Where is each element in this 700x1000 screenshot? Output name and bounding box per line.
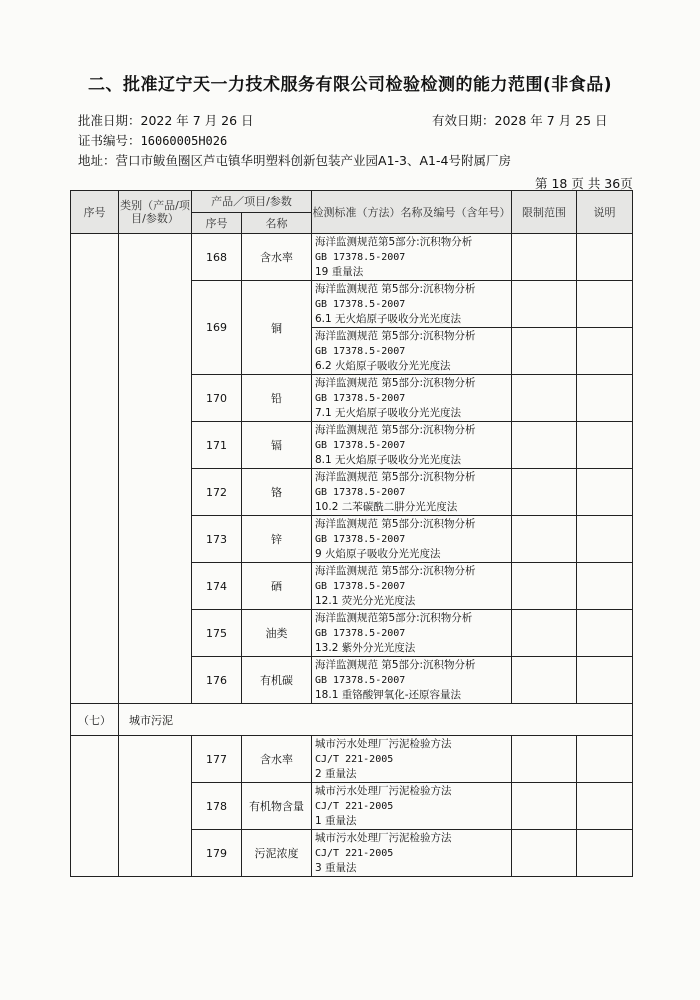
standard-cell bbox=[312, 830, 512, 877]
section-name: 城市污泥 bbox=[119, 704, 633, 736]
section-row bbox=[71, 704, 633, 736]
header-group: 产品／项目/参数 bbox=[192, 191, 312, 213]
standard-code: GB 17378.5-2007 bbox=[315, 533, 406, 545]
header-category: 类别（产品/项目/参数） bbox=[119, 191, 192, 234]
standard-method: 19 重量法 bbox=[315, 265, 364, 278]
standard-code: GB 17378.5-2007 bbox=[315, 486, 406, 498]
standard-code: GB 17378.5-2007 bbox=[315, 439, 406, 451]
standard-cell bbox=[312, 375, 512, 422]
standard-method: 6.2 火焰原子吸收分光光度法 bbox=[315, 359, 451, 372]
limit-cell bbox=[512, 830, 577, 877]
item-name: 铬 bbox=[242, 469, 312, 516]
item-name: 镉 bbox=[242, 422, 312, 469]
note-cell bbox=[577, 469, 633, 516]
standard-cell bbox=[312, 281, 512, 328]
standard-cell bbox=[312, 783, 512, 830]
category-name-cell bbox=[119, 234, 192, 704]
standard-cell bbox=[312, 234, 512, 281]
item-name: 油类 bbox=[242, 610, 312, 657]
category-name-cell bbox=[119, 736, 192, 877]
standard-code: GB 17378.5-2007 bbox=[315, 627, 406, 639]
standard-method: 18.1 重铬酸钾氧化-还原容量法 bbox=[315, 688, 462, 701]
capability-table bbox=[70, 190, 633, 877]
header-standard: 检测标准（方法）名称及编号（含年号） bbox=[312, 191, 512, 234]
header-limit: 限制范围 bbox=[512, 191, 577, 234]
limit-cell bbox=[512, 563, 577, 610]
standard-code: CJ/T 221-2005 bbox=[315, 753, 394, 765]
limit-cell bbox=[512, 610, 577, 657]
note-cell bbox=[577, 657, 633, 704]
item-name: 含水率 bbox=[242, 736, 312, 783]
limit-cell bbox=[512, 234, 577, 281]
limit-cell bbox=[512, 657, 577, 704]
standard-method: 1 重量法 bbox=[315, 814, 357, 827]
header-note: 说明 bbox=[577, 191, 633, 234]
valid-date: 有效日期：2028 年 7 月 25 日 bbox=[432, 113, 608, 128]
section-seq: （七） bbox=[71, 704, 119, 736]
standard-method: 8.1 无火焰原子吸收分光光度法 bbox=[315, 453, 462, 466]
standard-cell bbox=[312, 328, 512, 375]
standard-name: 城市污水处理厂污泥检验方法 bbox=[315, 831, 452, 844]
standard-method: 13.2 紫外分光光度法 bbox=[315, 641, 416, 654]
item-name: 锌 bbox=[242, 516, 312, 563]
note-cell bbox=[577, 783, 633, 830]
note-cell bbox=[577, 328, 633, 375]
item-seq: 170 bbox=[192, 375, 242, 422]
table-row bbox=[71, 736, 633, 783]
limit-cell bbox=[512, 281, 577, 328]
standard-code: GB 17378.5-2007 bbox=[315, 674, 406, 686]
standard-cell bbox=[312, 657, 512, 704]
standard-method: 9 火焰原子吸收分光光度法 bbox=[315, 547, 441, 560]
standard-cell bbox=[312, 563, 512, 610]
item-seq: 175 bbox=[192, 610, 242, 657]
item-seq: 168 bbox=[192, 234, 242, 281]
standard-cell bbox=[312, 422, 512, 469]
note-cell bbox=[577, 516, 633, 563]
standard-name: 海洋监测规范 第5部分:沉积物分析 bbox=[315, 376, 476, 389]
standard-code: GB 17378.5-2007 bbox=[315, 298, 406, 310]
standard-name: 海洋监测规范 第5部分:沉积物分析 bbox=[315, 564, 476, 577]
note-cell bbox=[577, 234, 633, 281]
standard-name: 海洋监测规范 第5部分:沉积物分析 bbox=[315, 470, 476, 483]
item-name: 含水率 bbox=[242, 234, 312, 281]
category-seq-cell bbox=[71, 234, 119, 704]
standard-name: 海洋监测规范 第5部分:沉积物分析 bbox=[315, 423, 476, 436]
item-name: 有机物含量 bbox=[242, 783, 312, 830]
limit-cell bbox=[512, 736, 577, 783]
standard-code: CJ/T 221-2005 bbox=[315, 847, 394, 859]
note-cell bbox=[577, 610, 633, 657]
header-sub-name: 名称 bbox=[242, 213, 312, 234]
item-seq: 172 bbox=[192, 469, 242, 516]
standard-method: 7.1 无火焰原子吸收分光光度法 bbox=[315, 406, 462, 419]
item-name: 有机碳 bbox=[242, 657, 312, 704]
note-cell bbox=[577, 281, 633, 328]
header-sub-seq: 序号 bbox=[192, 213, 242, 234]
standard-cell bbox=[312, 516, 512, 563]
standard-name: 海洋监测规范 第5部分:沉积物分析 bbox=[315, 517, 476, 530]
header-row bbox=[71, 191, 633, 213]
standard-code: CJ/T 221-2005 bbox=[315, 800, 394, 812]
standard-name: 城市污水处理厂污泥检验方法 bbox=[315, 737, 452, 750]
standard-name: 海洋监测规范 第5部分:沉积物分析 bbox=[315, 282, 476, 295]
page-title: 二、批准辽宁天一力技术服务有限公司检验检测的能力范围(非食品) bbox=[87, 75, 613, 95]
note-cell bbox=[577, 422, 633, 469]
standard-cell bbox=[312, 736, 512, 783]
item-seq: 169 bbox=[192, 281, 242, 375]
category-seq-cell bbox=[71, 736, 119, 877]
note-cell bbox=[577, 830, 633, 877]
item-seq: 174 bbox=[192, 563, 242, 610]
item-seq: 171 bbox=[192, 422, 242, 469]
item-seq: 178 bbox=[192, 783, 242, 830]
approval-date: 批准日期：2022 年 7 月 26 日 bbox=[78, 113, 254, 128]
standard-name: 海洋监测规范第5部分:沉积物分析 bbox=[315, 611, 473, 624]
item-seq: 179 bbox=[192, 830, 242, 877]
limit-cell bbox=[512, 783, 577, 830]
standard-code: GB 17378.5-2007 bbox=[315, 580, 406, 592]
standard-method: 10.2 二苯碳酰二肼分光光度法 bbox=[315, 500, 458, 513]
address: 地址：营口市鲅鱼圈区芦屯镇华明塑料创新包装产业园A1-3、A1-4号附属厂房 bbox=[78, 153, 511, 168]
note-cell bbox=[577, 736, 633, 783]
table-row bbox=[71, 234, 633, 281]
standard-method: 3 重量法 bbox=[315, 861, 357, 874]
page-number: 第 18 页 共 36页 bbox=[535, 176, 633, 191]
certificate-number: 证书编号：16060005H026 bbox=[78, 133, 228, 148]
item-seq: 173 bbox=[192, 516, 242, 563]
limit-cell bbox=[512, 328, 577, 375]
limit-cell bbox=[512, 422, 577, 469]
header-seq: 序号 bbox=[71, 191, 119, 234]
standard-cell bbox=[312, 469, 512, 516]
item-name: 污泥浓度 bbox=[242, 830, 312, 877]
standard-code: GB 17378.5-2007 bbox=[315, 392, 406, 404]
standard-code: GB 17378.5-2007 bbox=[315, 251, 406, 263]
standard-method: 2 重量法 bbox=[315, 767, 357, 780]
limit-cell bbox=[512, 375, 577, 422]
standard-name: 城市污水处理厂污泥检验方法 bbox=[315, 784, 452, 797]
standard-name: 海洋监测规范第5部分:沉积物分析 bbox=[315, 235, 473, 248]
standard-method: 12.1 荧光分光光度法 bbox=[315, 594, 416, 607]
standard-name: 海洋监测规范 第5部分:沉积物分析 bbox=[315, 329, 476, 342]
item-name: 铅 bbox=[242, 375, 312, 422]
item-name: 铜 bbox=[242, 281, 312, 375]
limit-cell bbox=[512, 469, 577, 516]
note-cell bbox=[577, 563, 633, 610]
standard-cell bbox=[312, 610, 512, 657]
item-seq: 177 bbox=[192, 736, 242, 783]
note-cell bbox=[577, 375, 633, 422]
item-seq: 176 bbox=[192, 657, 242, 704]
item-name: 硒 bbox=[242, 563, 312, 610]
standard-method: 6.1 无火焰原子吸收分光光度法 bbox=[315, 312, 462, 325]
limit-cell bbox=[512, 516, 577, 563]
standard-code: GB 17378.5-2007 bbox=[315, 345, 406, 357]
standard-name: 海洋监测规范 第5部分:沉积物分析 bbox=[315, 658, 476, 671]
